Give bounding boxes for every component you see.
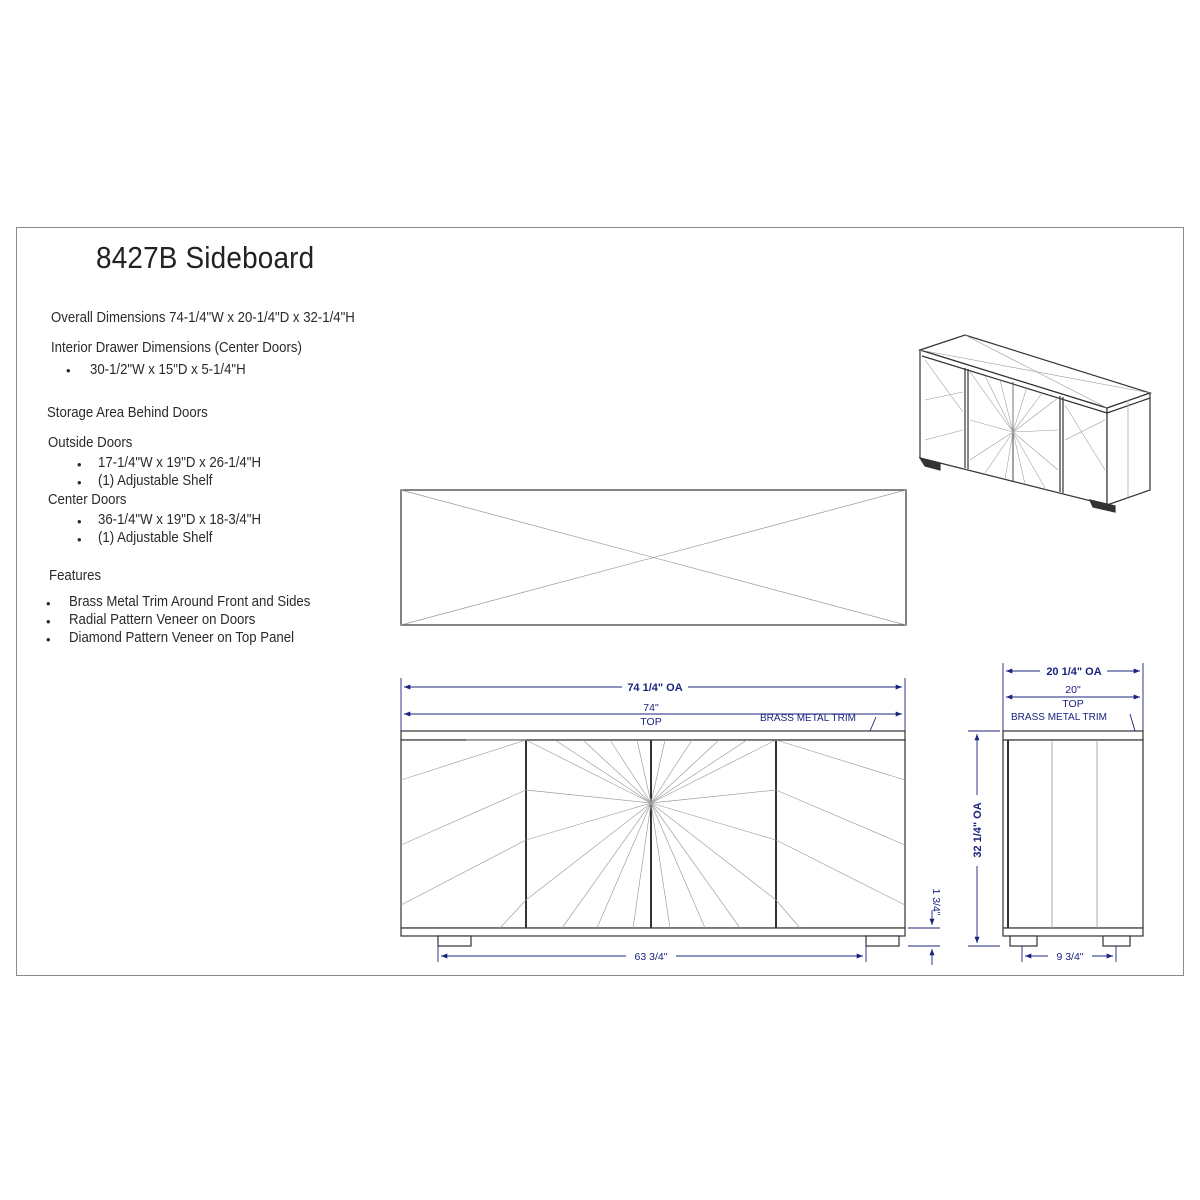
center-doors-heading: Center Doors: [48, 491, 127, 508]
side-top-label: TOP: [1062, 698, 1084, 710]
features-heading: Features: [49, 567, 102, 584]
top-view: [401, 490, 906, 625]
bullet: •: [77, 514, 82, 529]
interior-heading: Interior Drawer Dimensions (Center Doors): [51, 339, 302, 356]
outside-doors-heading: Outside Doors: [48, 434, 133, 451]
feature-item: Radial Pattern Veneer on Doors: [69, 611, 256, 628]
bullet: •: [77, 532, 82, 547]
bullet: •: [77, 457, 82, 472]
side-view: [1003, 731, 1143, 946]
bullet: •: [77, 475, 82, 490]
side-leg-span: 9 3/4": [1056, 951, 1084, 963]
front-leg-span: 63 3/4": [634, 951, 668, 963]
front-view: [401, 731, 905, 946]
bullet: •: [46, 632, 51, 647]
isometric-view: [920, 335, 1150, 512]
center-item: 36-1/4"W x 19"D x 18-3/4"H: [98, 511, 261, 528]
feature-item: Diamond Pattern Veneer on Top Panel: [69, 629, 295, 646]
bullet: •: [46, 596, 51, 611]
bullet: •: [66, 363, 71, 378]
overall-dimensions: Overall Dimensions 74-1/4"W x 20-1/4"D x 32-1/4"H: [51, 309, 355, 326]
interior-item: 30-1/2"W x 15"D x 5-1/4"H: [90, 361, 246, 378]
front-toe-height: 1 3/4": [930, 888, 942, 916]
page-title: 8427B Sideboard: [96, 240, 315, 275]
front-top-width: 74": [643, 702, 659, 714]
center-item: (1) Adjustable Shelf: [98, 529, 213, 546]
side-trim-label: BRASS METAL TRIM: [1011, 712, 1107, 723]
bullet: •: [46, 614, 51, 629]
side-top-depth: 20": [1065, 684, 1081, 696]
front-top-label: TOP: [640, 716, 662, 728]
outside-item: (1) Adjustable Shelf: [98, 472, 213, 489]
outside-item: 17-1/4"W x 19"D x 26-1/4"H: [98, 454, 261, 471]
feature-item: Brass Metal Trim Around Front and Sides: [69, 593, 311, 610]
front-trim-label: BRASS METAL TRIM: [760, 713, 856, 724]
side-overall-depth: 20 1/4" OA: [1046, 666, 1102, 678]
storage-heading: Storage Area Behind Doors: [47, 404, 208, 421]
front-overall-width: 74 1/4" OA: [627, 682, 683, 694]
overall-height: 32 1/4" OA: [972, 802, 984, 858]
